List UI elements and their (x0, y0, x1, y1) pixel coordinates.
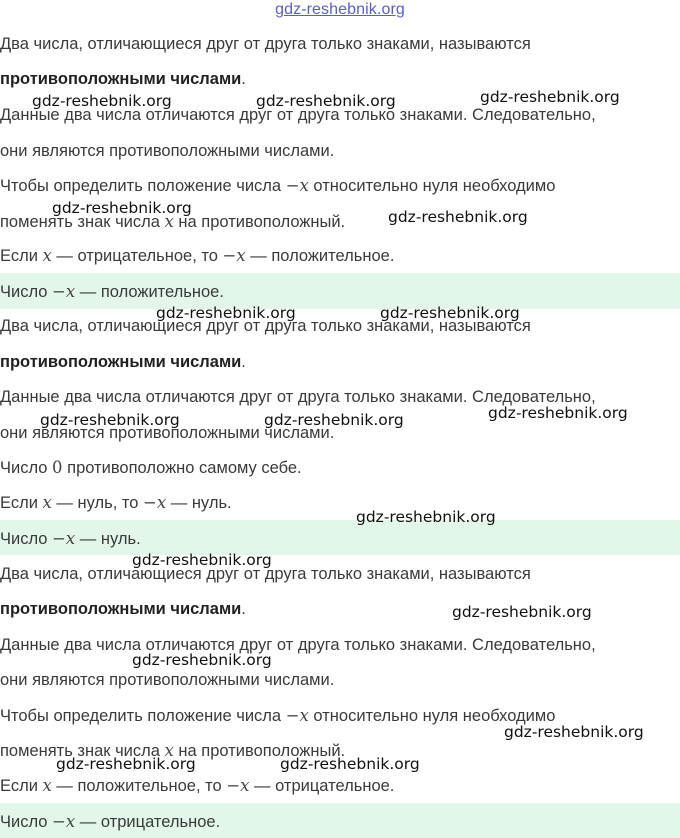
math-x: x (42, 246, 52, 265)
definition-term-bold: противоположными числами (0, 70, 242, 88)
math-neg-x: −x (52, 282, 76, 301)
answer-line (0, 529, 141, 549)
rule-line (0, 246, 394, 266)
definition-text: Два числа, отличающиеся друг от друга только знаками, называются (0, 565, 531, 583)
method-text-c: поменять знак числа (0, 742, 165, 760)
definition-term (0, 352, 246, 372)
rule-text-b: — положительное, то (51, 777, 227, 795)
zero-line (0, 458, 302, 478)
math-neg-x: −x (285, 706, 309, 725)
answer-line (0, 282, 224, 302)
method-text-b: относительно нуля необходимо (308, 707, 556, 725)
watermark: gdz-reshebnik.org (280, 755, 420, 773)
zero-text-a: Число (0, 459, 53, 477)
math-x: x (42, 493, 52, 512)
statement-line-2: они являются противоположными числами. (0, 142, 335, 160)
math-neg-x: −x (52, 812, 76, 831)
definition-term-end: . (241, 353, 246, 371)
rule-text-c: — отрицательное. (249, 777, 395, 795)
answer-text-a: Число (0, 813, 53, 831)
definition-text: Два числа, отличающиеся друг от друга только знаками, называются (0, 35, 531, 53)
rule-text-a: Если (0, 777, 43, 795)
watermark: gdz-reshebnik.org (452, 603, 592, 621)
statement-line-2: они являются противоположными числами. (0, 424, 335, 442)
method-text-b: относительно нуля необходимо (308, 177, 556, 195)
math-neg-x: −x (143, 493, 167, 512)
answer-text-a: Число (0, 530, 53, 548)
watermark: gdz-reshebnik.org (388, 208, 528, 226)
watermark: gdz-reshebnik.org (56, 755, 196, 773)
method-text-a: Чтобы определить положение числа (0, 177, 286, 195)
math-zero: 0 (52, 458, 63, 477)
math-x: x (164, 212, 174, 231)
statement-line-1: Данные два числа отличаются друг от друга только знаками. Следовательно, (0, 106, 596, 124)
method-text-d: на противоположный. (173, 213, 346, 231)
rule-line (0, 776, 394, 796)
definition-text: Два числа, отличающиеся друг от друга только знаками, называются (0, 317, 531, 335)
definition-term-bold: противоположными числами (0, 353, 242, 371)
definition-term-bold: противоположными числами (0, 600, 242, 618)
method-line-1 (0, 706, 555, 726)
math-x: x (42, 776, 52, 795)
statement-line-1: Данные два числа отличаются друг от друга только знаками. Следовательно, (0, 636, 596, 654)
rule-text-a: Если (0, 247, 43, 265)
rule-line (0, 493, 232, 513)
statement-line-1: Данные два числа отличаются друг от друга только знаками. Следовательно, (0, 388, 596, 406)
math-x: x (164, 741, 174, 760)
answer-text-b: — отрицательное. (75, 813, 221, 831)
math-neg-x: −x (285, 176, 309, 195)
rule-text-b: — нуль, то (51, 494, 144, 512)
watermark: gdz-reshebnik.org (488, 404, 628, 422)
statement-line-2: они являются противоположными числами. (0, 671, 335, 689)
definition-term-end: . (241, 70, 246, 88)
rule-text-c: — положительное. (245, 247, 395, 265)
answer-text-a: Число (0, 283, 53, 301)
watermark: gdz-reshebnik.org (156, 304, 296, 322)
definition-term (0, 69, 246, 89)
watermark: gdz-reshebnik.org (32, 92, 172, 110)
watermark: gdz-reshebnik.org (132, 551, 272, 569)
watermark: gdz-reshebnik.org (256, 92, 396, 110)
rule-text-c: — нуль. (166, 494, 232, 512)
math-neg-x: −x (222, 246, 246, 265)
site-header-link[interactable]: gdz-reshebnik.org (275, 1, 405, 18)
definition-term (0, 599, 246, 619)
math-neg-x: −x (52, 529, 76, 548)
watermark: gdz-reshebnik.org (40, 411, 180, 429)
method-text-c: поменять знак числа (0, 213, 165, 231)
math-neg-x: −x (226, 776, 250, 795)
answer-text-b: — нуль. (75, 530, 141, 548)
answer-text-b: — положительное. (75, 283, 224, 301)
watermark: gdz-reshebnik.org (52, 199, 192, 217)
answer-line (0, 812, 220, 832)
watermark: gdz-reshebnik.org (480, 88, 620, 106)
watermark: gdz-reshebnik.org (132, 651, 272, 669)
method-text-a: Чтобы определить положение числа (0, 707, 286, 725)
method-line-1 (0, 176, 555, 196)
rule-text-a: Если (0, 494, 43, 512)
rule-text-b: — отрицательное, то (51, 247, 223, 265)
definition-term-end: . (241, 600, 246, 618)
watermark: gdz-reshebnik.org (380, 304, 520, 322)
method-text-d: на противоположный. (173, 742, 346, 760)
watermark: gdz-reshebnik.org (264, 411, 404, 429)
watermark: gdz-reshebnik.org (504, 723, 644, 741)
watermark: gdz-reshebnik.org (356, 508, 496, 526)
zero-text-b: противоположно самому себе. (62, 459, 302, 477)
